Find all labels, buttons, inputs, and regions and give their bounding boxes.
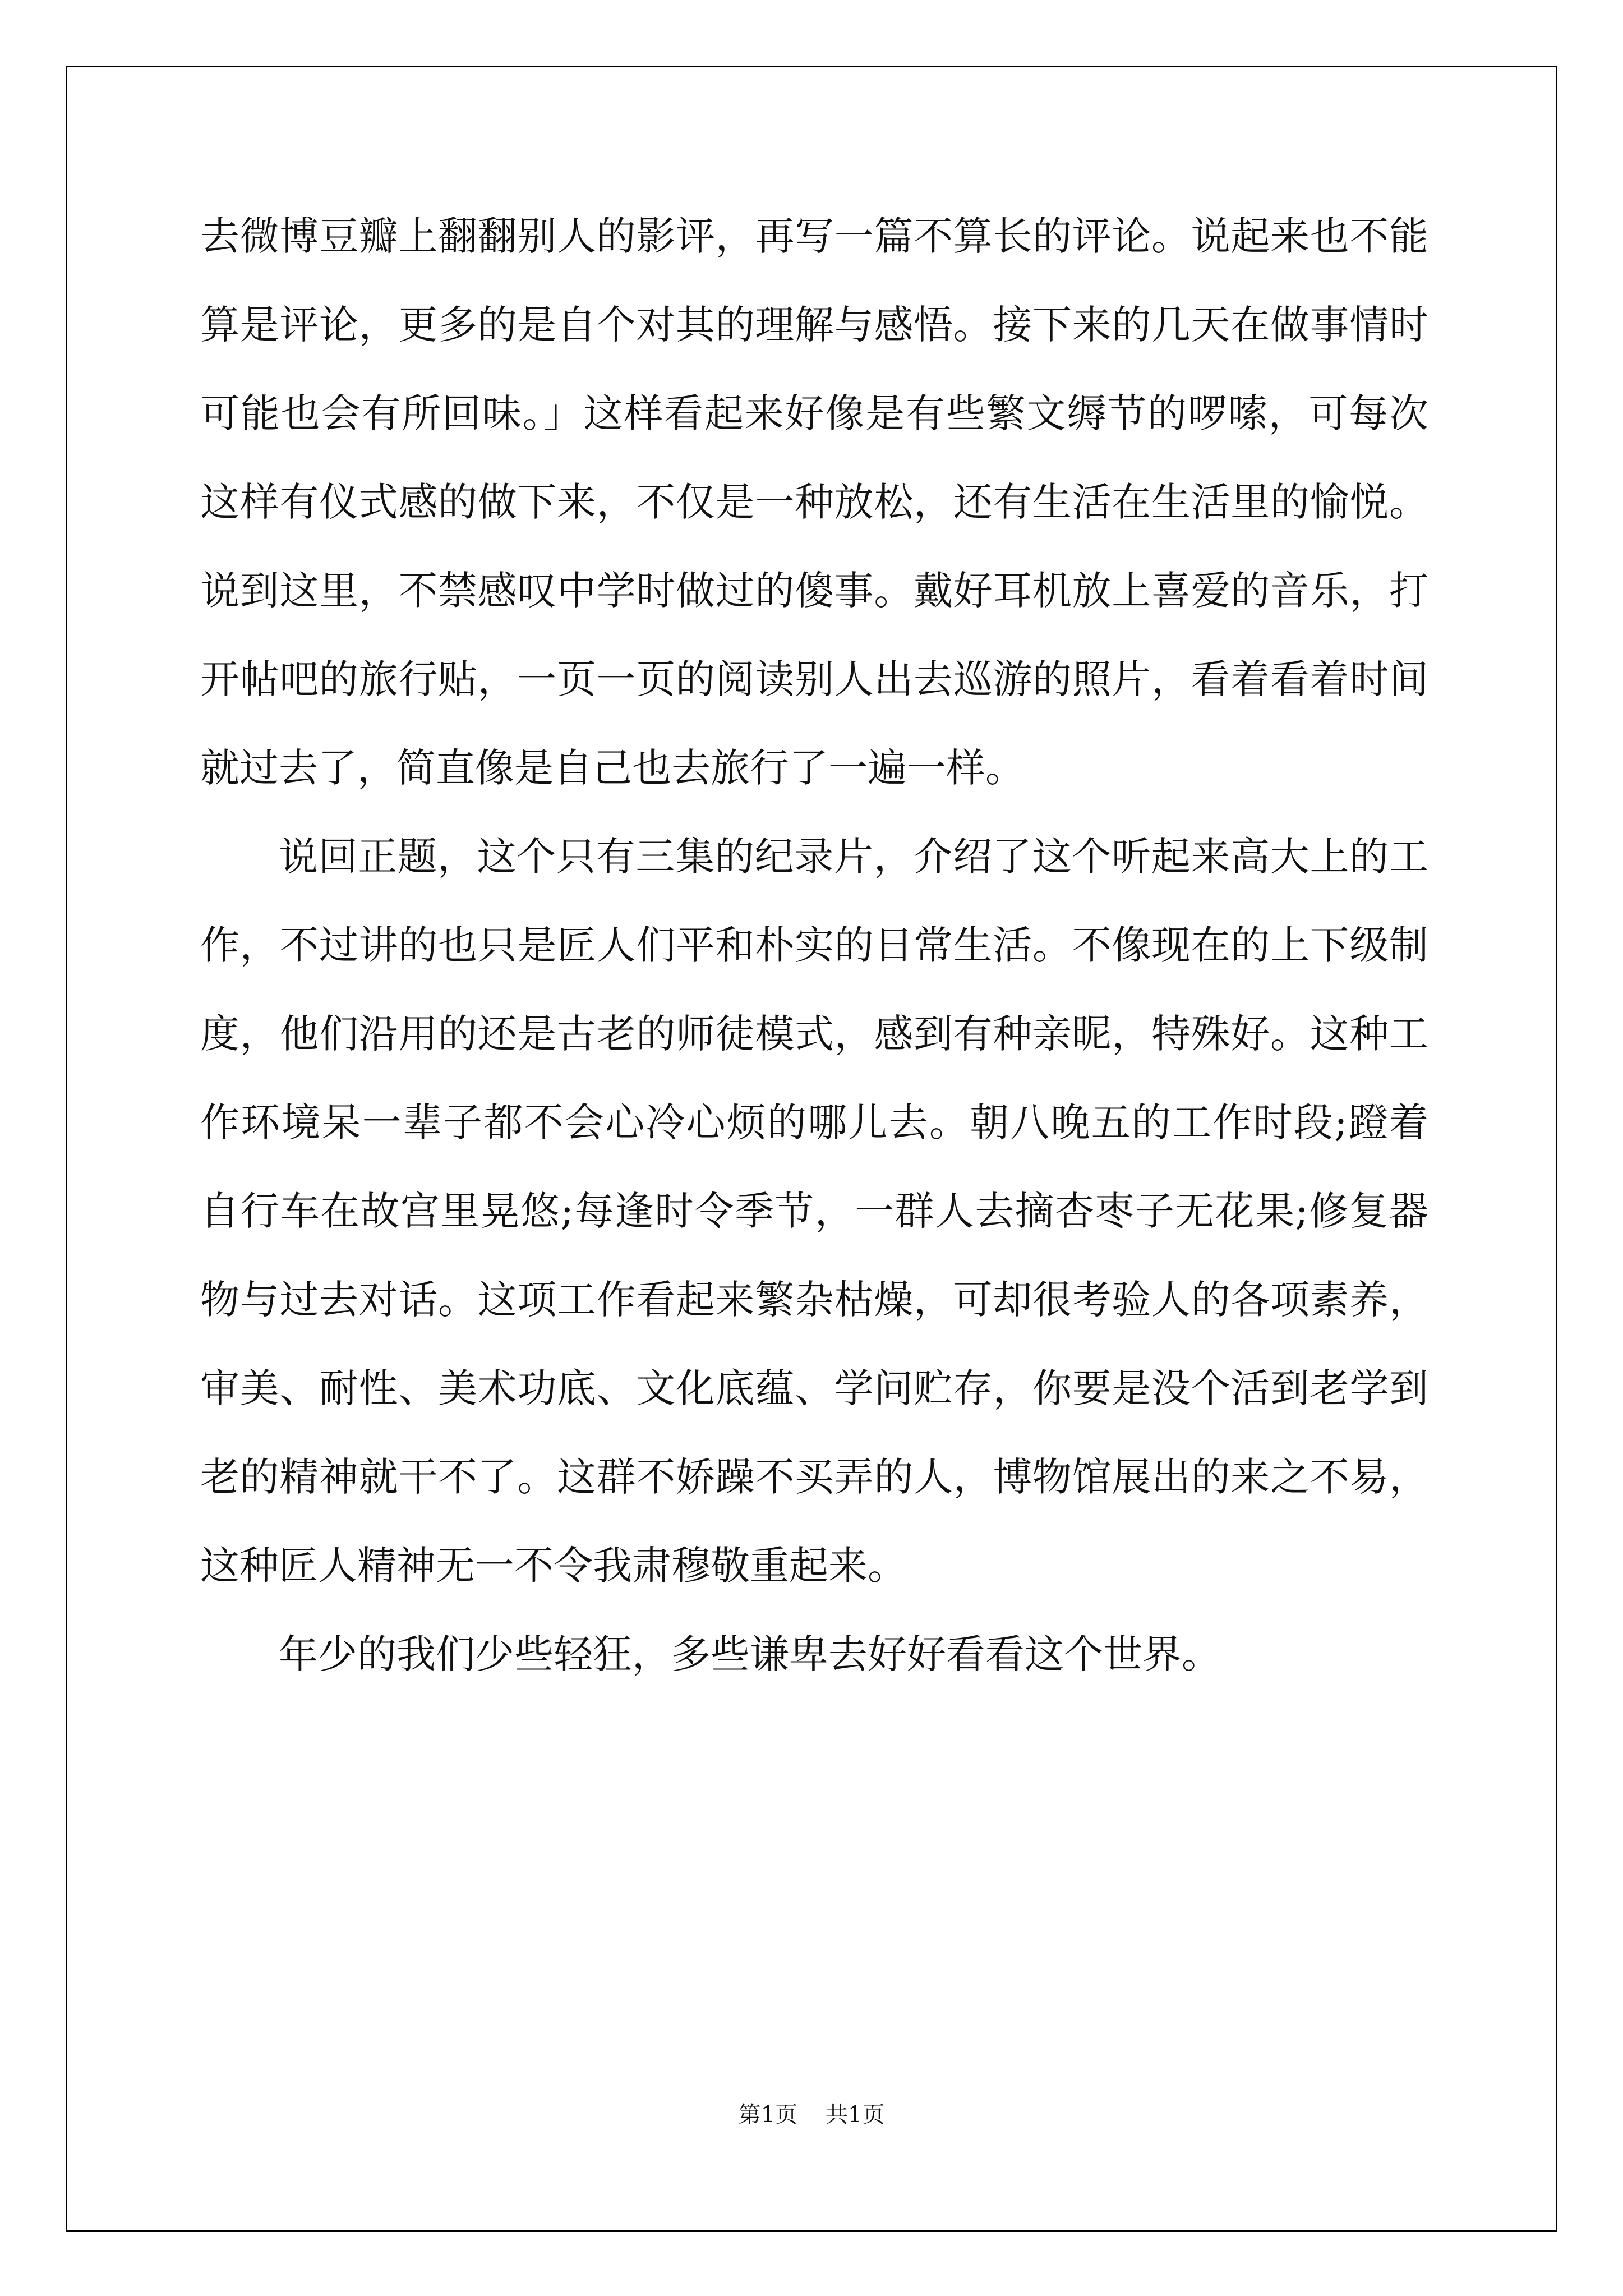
paragraph-2: 说回正题，这个只有三集的纪录片，介绍了这个听起来高大上的工作，不过讲的也只是匠人们平和朴实的日常生活。不像现在的上下级制度，他们沿用的还是古老的师徒模式，感到有种亲昵，特殊好。这种工作环境呆一辈子都不会心冷心烦的哪儿去。朝八晚五的工作时段;蹬着自行车在故宫里晃悠;每逢时令季节，一群人去摘杏枣子无花果;修复器物与过去对话。这项工作看起来繁杂枯燥，可却很考验人的各项素养，审美、耐性、美术功底、文化底蕴、学问贮存，你要是没个活到老学到老的精神就干不了。这群不娇躁不买弄的人，博物馆展出的来之不易，这种匠人精神无一不令我肃穆敬重起来。	[200, 834, 1428, 1589]
page-number-label: 第1页	[738, 2102, 797, 2128]
paragraph-3: 年少的我们少些轻狂，多些谦卑去好好看看这个世界。	[279, 1631, 1221, 1677]
paragraph-1: 去微博豆瓣上翻翻别人的影评，再写一篇不算长的评论。说起来也不能算是评论，更多的是自个对其的理解与感悟。接下来的几天在做事情时可能也会有所回味。」这样看起来好像是有些繁文缛节的啰嗦，可每次这样有仪式感的做下来，不仅是一种放松，还有生活在生活里的愉悦。说到这里，不禁感叹中学时做过的傻事。戴好耳机放上喜爱的音乐，打开帖吧的旅行贴，一页一页的阅读别人出去巡游的照片，看着看着时间就过去了，简直像是自己也去旅行了一遍一样。	[200, 213, 1428, 791]
page-total-label: 共1页	[826, 2102, 885, 2128]
document-body	[200, 192, 1428, 1699]
page-footer	[0, 2097, 1623, 2129]
